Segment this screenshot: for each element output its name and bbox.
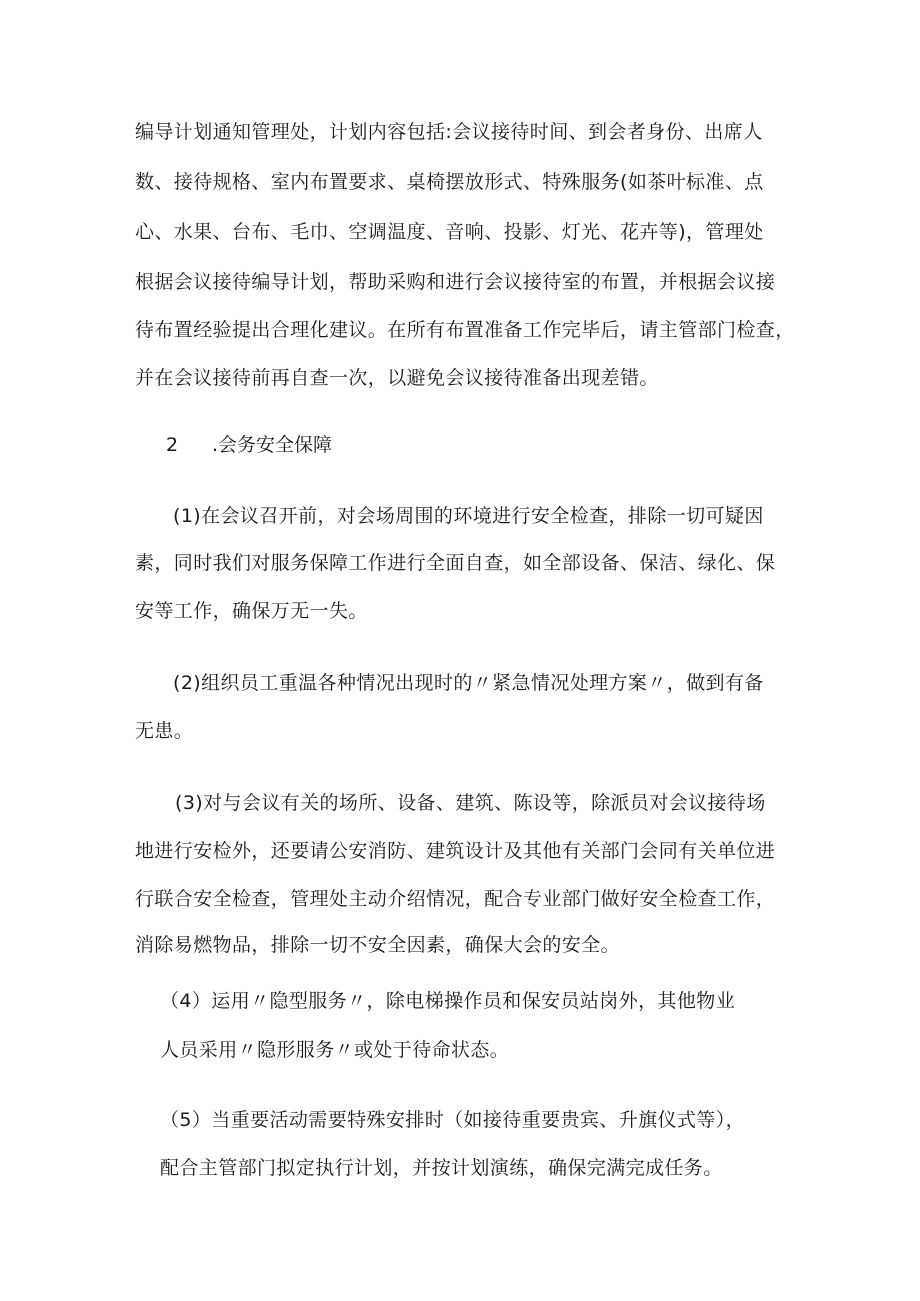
text-line: (2)组织员工重温各种情况出现时的〃紧急情况处理方案〃，做到有备 — [173, 672, 764, 694]
text-line: 数、接待规格、室内布置要求、桌椅摆放形式、特殊服务(如茶叶标准、点 — [135, 171, 764, 193]
section-number: 2 — [166, 434, 179, 456]
text-line: 消除易燃物品，排除一切不安全因素，确保大会的安全。 — [135, 934, 621, 956]
text-line: 无患。 — [135, 720, 194, 742]
text-line: 并在会议接待前再自查一次，以避免会议接待准备出现差错。 — [135, 367, 659, 389]
text-line: (1)在会议召开前，对会场周围的环境进行安全检查，排除一切可疑因 — [173, 505, 764, 527]
text-line: 行联合安全检查，管理处主动介绍情况，配合专业部门做好安全检查工作， — [135, 888, 776, 910]
text-line: 人员采用〃隐形服务〃或处于待命状态。 — [160, 1039, 510, 1061]
section-title: .会务安全保障 — [212, 434, 333, 456]
text-line: 待布置经验提出合理化建议。在所有布置准备工作完毕后，请主管部门检查， — [135, 319, 795, 341]
text-line: 编导计划通知管理处，计划内容包括:会议接待时间、到会者身份、出席人 — [135, 121, 763, 143]
text-line: (3)对与会议有关的场所、设备、建筑、陈设等，除派员对会议接待场 — [175, 792, 766, 814]
text-line: 根据会议接待编导计划，帮助采购和进行会议接待室的布置，并根据会议接 — [135, 271, 776, 293]
text-line: 素，同时我们对服务保障工作进行全面自查，如全部设备、保洁、绿化、保 — [135, 552, 776, 574]
text-line: 心、水果、台布、毛巾、空调温度、音响、投影、灯光、花卉等)，管理处 — [135, 221, 764, 243]
text-line: 地进行安检外，还要请公安消防、建筑设计及其他有关部门会同有关单位进 — [135, 840, 776, 862]
text-line: 安等工作，确保万无一失。 — [135, 600, 368, 622]
text-line: （5）当重要活动需要特殊安排时（如接待重要贵宾、升旗仪式等）， — [160, 1109, 745, 1131]
text-line: 配合主管部门拟定执行计划，并按计划演练，确保完满完成任务。 — [160, 1157, 723, 1179]
text-line: （4）运用〃隐型服务〃，除电梯操作员和保安员站岗外，其他物业 — [160, 990, 736, 1012]
